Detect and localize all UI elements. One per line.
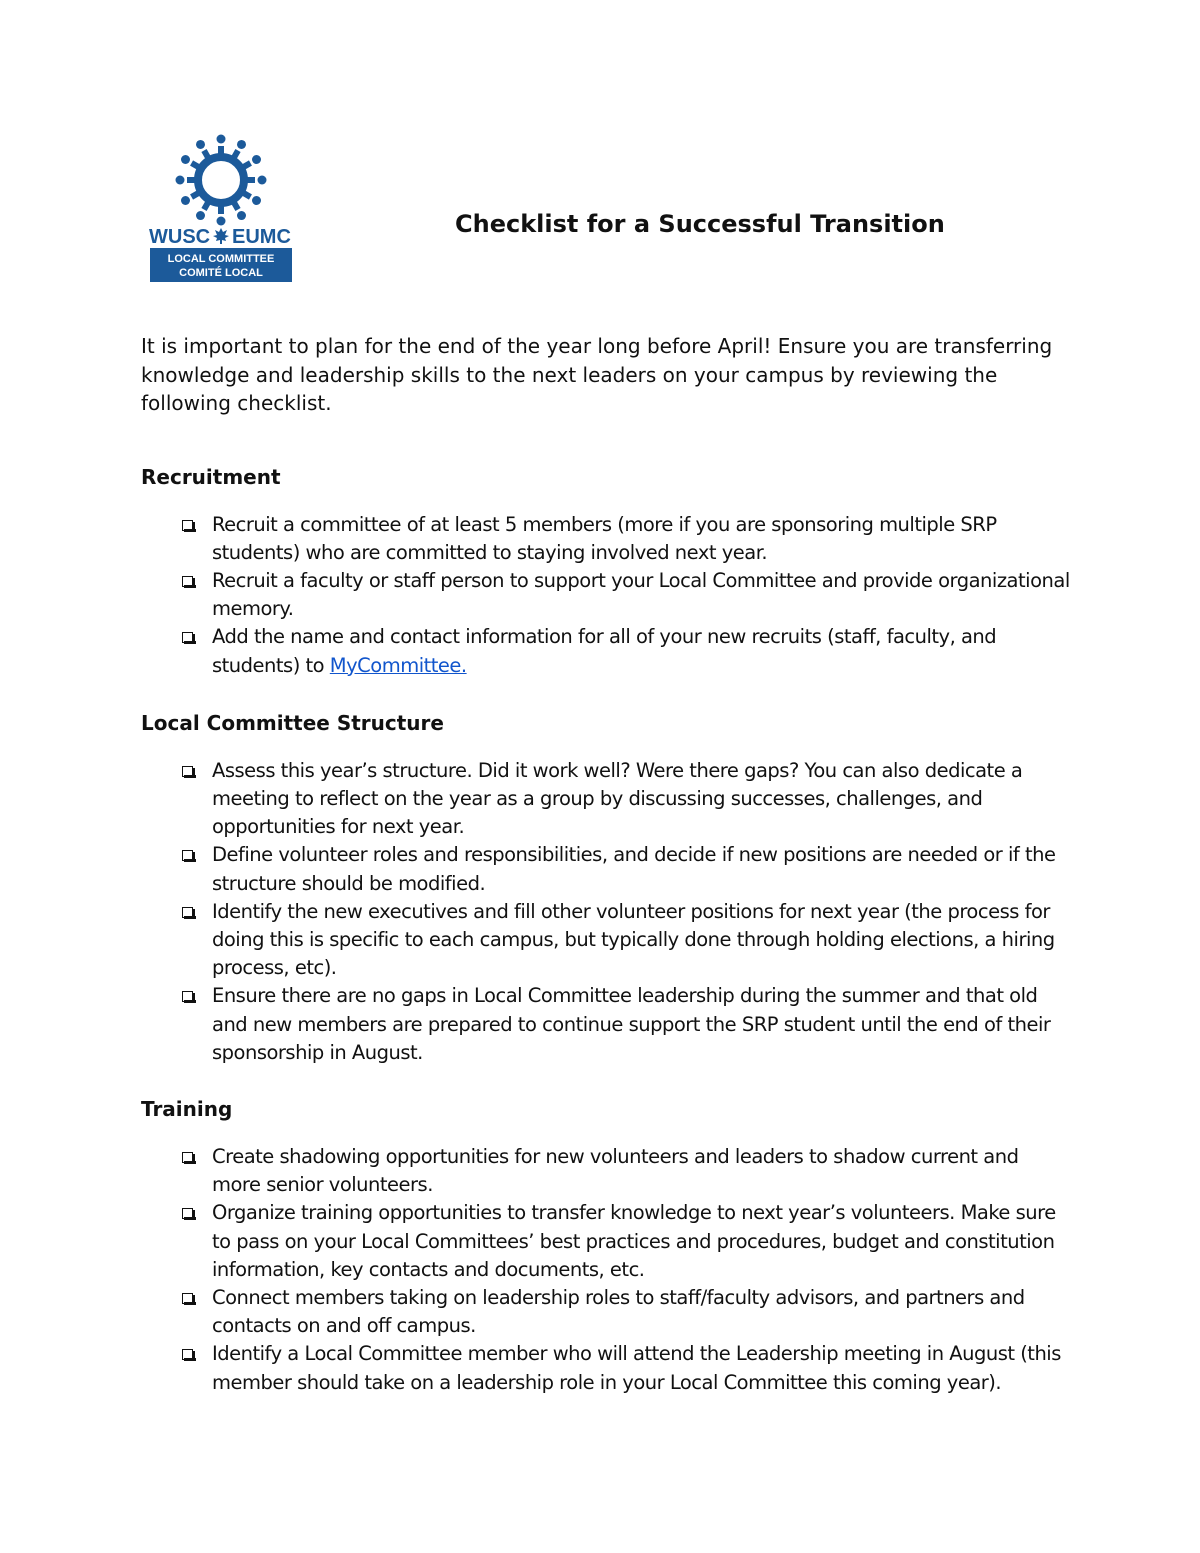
checkbox-icon <box>182 1293 193 1304</box>
logo-figure-head <box>237 140 246 149</box>
logo-figure-head <box>252 155 261 164</box>
logo-figure <box>234 151 238 158</box>
mycommittee-link[interactable]: MyCommittee. <box>329 653 467 677</box>
checkbox-icon <box>182 991 193 1002</box>
list-item <box>141 1143 1071 1199</box>
list-item <box>141 511 1071 567</box>
checkbox-icon <box>182 850 193 861</box>
logo-figure <box>244 163 251 167</box>
training-checklist <box>141 1143 1071 1397</box>
list-item <box>141 898 1071 983</box>
list-item-text: Recruit a faculty or staff person to support your Local Committee and provide organizational memory. <box>212 568 1070 621</box>
recruitment-checklist <box>141 511 1071 680</box>
logo-figure <box>192 193 199 197</box>
logo-line1: LOCAL COMMITTEE <box>167 253 275 265</box>
checkbox-icon <box>182 576 193 587</box>
list-item-text: Create shadowing opportunities for new volunteers and leaders to shadow current and more senior volunteers. <box>212 1144 1019 1197</box>
training-heading: Training <box>141 1096 233 1121</box>
structure-checklist <box>141 757 1071 1067</box>
logo-figure <box>204 203 208 210</box>
maple-leaf-icon <box>213 228 229 244</box>
list-item <box>141 1284 1071 1340</box>
list-item <box>141 623 1071 679</box>
list-item-text: Recruit a committee of at least 5 members (more if you are sponsoring multiple SRP students) who are committed to staying involved next year. <box>212 512 997 564</box>
logo-line2: COMITÉ LOCAL <box>179 267 263 279</box>
logo-figure-head <box>252 196 261 205</box>
list-item <box>141 1340 1071 1396</box>
logo-figure-head <box>196 211 205 220</box>
list-item <box>141 841 1071 897</box>
logo-figure <box>204 151 208 158</box>
wusc-eumc-logo <box>148 128 294 282</box>
checkbox-icon <box>182 1208 193 1219</box>
logo-figure <box>234 203 238 210</box>
list-item-text: Connect members taking on leadership roles to staff/faculty advisors, and partners and contacts on and off campus. <box>212 1285 1025 1338</box>
logo-figure-head <box>237 211 246 220</box>
logo-graphic <box>148 128 294 282</box>
checkbox-icon <box>182 907 193 918</box>
list-item-text: Define volunteer roles and responsibilities, and decide if new positions are needed or if the structure should be modified. <box>212 843 1056 895</box>
checkbox-icon <box>182 1152 193 1163</box>
list-item <box>141 567 1071 623</box>
document-body <box>141 332 1071 1397</box>
logo-figure <box>244 193 251 197</box>
logo-figure <box>192 163 199 167</box>
logo-figure-head <box>217 135 226 144</box>
recruitment-heading: Recruitment <box>141 464 281 489</box>
intro-paragraph: It is important to plan for the end of the year long before April! Ensure you are transferring knowledge and leadership skills to the next leaders on your campus by reviewing the following checklist. <box>141 334 1053 415</box>
checkbox-icon <box>182 520 193 531</box>
logo-figure-head <box>217 217 226 226</box>
list-item-text: Identify the new executives and fill other volunteer positions for next year (the process for doing this is specific to each campus, but typically done through holding elections, a hiring process, etc). <box>212 899 1055 980</box>
list-item <box>141 757 1071 842</box>
logo-figure-head <box>181 196 190 205</box>
logo-eumc-text: EUMC <box>232 226 291 248</box>
logo-figure-head <box>176 176 185 185</box>
list-item <box>141 982 1071 1067</box>
logo-figure-head <box>258 176 267 185</box>
checkbox-icon <box>182 1349 193 1360</box>
list-item-text: Organize training opportunities to transfer knowledge to next year’s volunteers. Make sure to pass on your Local Committees’ best practices and procedures, budget and constitution information, key contacts and documents, etc. <box>212 1201 1056 1281</box>
checkbox-icon <box>182 632 193 643</box>
list-item-text: Ensure there are no gaps in Local Committee leadership during the summer and that old and new members are prepared to continue support the SRP student until the end of their sponsorship in August. <box>212 984 1051 1064</box>
checkbox-icon <box>182 766 193 777</box>
list-item <box>141 1199 1071 1284</box>
page-title: Checklist for a Successful Transition <box>455 210 945 238</box>
logo-wusc-text: WUSC <box>149 226 211 248</box>
logo-figure-head <box>181 155 190 164</box>
list-item-text: Identify a Local Committee member who will attend the Leadership meeting in August (this member should take on a leadership role in your Local Committee this coming year). <box>212 1342 1061 1394</box>
list-item-text: Add the name and contact information for all of your new recruits (staff, faculty, and students) to <box>212 625 997 677</box>
structure-heading: Local Committee Structure <box>141 710 444 735</box>
list-item-text: Assess this year’s structure. Did it work well? Were there gaps? You can also dedicate a meeting to reflect on the year as a group by discussing successes, challenges, and opportunities for next year. <box>212 758 1023 839</box>
logo-figure-head <box>196 140 205 149</box>
